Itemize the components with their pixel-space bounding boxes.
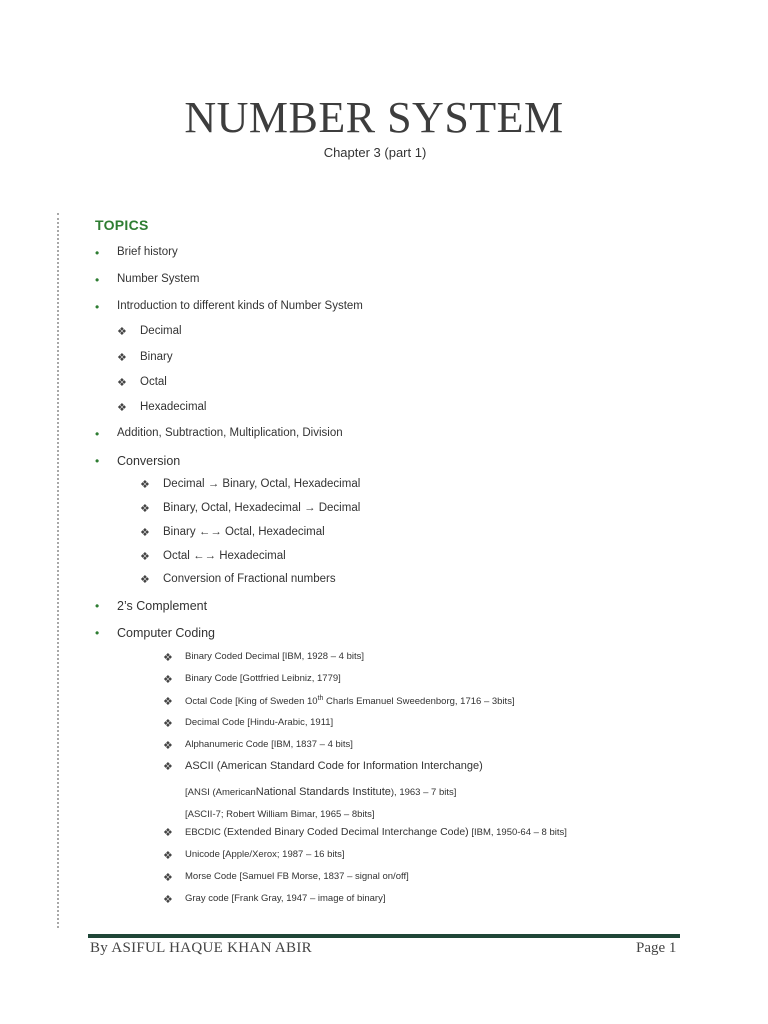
page-number: Page 1 — [636, 940, 677, 956]
dotted-margin-line — [57, 213, 59, 928]
bullet-icon: • — [95, 427, 100, 441]
diamond-bullet-icon: ❖ — [140, 574, 150, 586]
diamond-bullet-icon: ❖ — [163, 872, 173, 884]
diamond-bullet-icon: ❖ — [163, 740, 173, 752]
diamond-bullet-icon: ❖ — [117, 326, 127, 338]
footer-author: By ASIFUL HAQUE KHAN ABIR — [90, 940, 312, 956]
diamond-bullet-icon: ❖ — [140, 503, 150, 515]
diamond-bullet-icon: ❖ — [163, 696, 173, 708]
bullet-icon: • — [95, 300, 100, 314]
bullet-icon: • — [95, 599, 100, 613]
diamond-bullet-icon: ❖ — [163, 761, 173, 773]
diamond-bullet-icon: ❖ — [140, 551, 150, 563]
diamond-bullet-icon: ❖ — [163, 827, 173, 839]
diamond-bullet-icon: ❖ — [163, 674, 173, 686]
page-title: NUMBER SYSTEM — [184, 93, 564, 142]
chapter-subtitle: Chapter 3 (part 1) — [323, 145, 427, 160]
topics-heading: TOPICS — [95, 217, 149, 233]
diamond-bullet-icon: ❖ — [163, 652, 173, 664]
footer-rule — [88, 934, 680, 938]
bullet-icon: • — [95, 273, 100, 287]
bullet-icon: • — [95, 246, 100, 260]
diamond-bullet-icon: ❖ — [117, 377, 127, 389]
bullet-icon: • — [95, 454, 100, 468]
diamond-bullet-icon: ❖ — [117, 352, 127, 364]
bullet-icon: • — [95, 626, 100, 640]
list-item-continuation: [ASCII-7; Robert William Bimar, 1965 – 8bits] — [185, 809, 375, 820]
diamond-bullet-icon: ❖ — [117, 402, 127, 414]
list-item-continuation: [ANSI (AmericanNational Standards Institute), 1963 – 7 bits] — [185, 786, 457, 798]
diamond-bullet-icon: ❖ — [163, 718, 173, 730]
diamond-bullet-icon: ❖ — [140, 527, 150, 539]
diamond-bullet-icon: ❖ — [163, 894, 173, 906]
diamond-bullet-icon: ❖ — [140, 479, 150, 491]
diamond-bullet-icon: ❖ — [163, 850, 173, 862]
